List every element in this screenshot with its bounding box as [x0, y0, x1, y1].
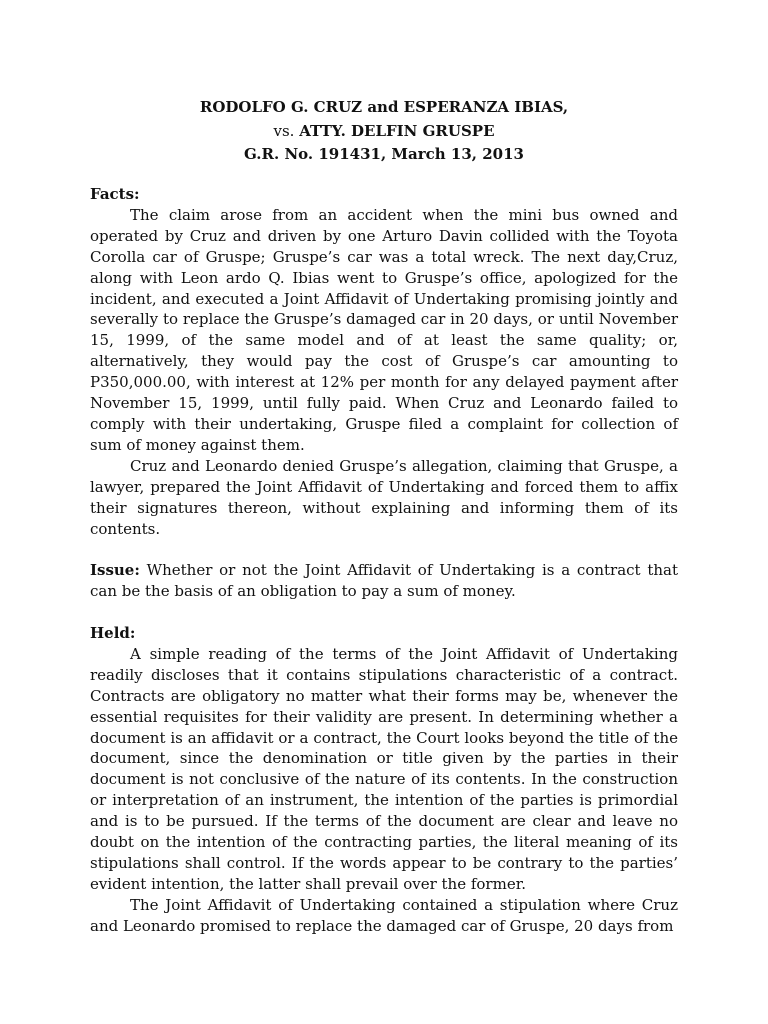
versus-prefix: vs. [273, 121, 295, 140]
issue-section [90, 560, 678, 602]
case-parties: RODOLFO G. CRUZ and ESPERANZA IBIAS, [199, 98, 569, 116]
facts-paragraph-1: The claim arose from an accident when the mini bus owned and operated by Cruz and driven by one Arturo Davin collided with the Toyota Corolla car of Gruspe; Gruspe’s car was a total wreck. The next day,Cruz, along with Leon ardo Q. Ibias went to Gruspe’s office, apologized for the incident, and executed a Joint Affidavit of Undertaking promising jointly and severally to replace the Gruspe’s damaged car in 20 days, or until November 15, 1999, of the same model and of at least the same quality; or, alternatively, they would pay the cost of Gruspe’s car amounting to P350,000.00, with interest at 12% per month for any delayed payment after November 15, 1999, until fully paid. When Cruz and Leonardo failed to comply with their undertaking, Gruspe filed a complaint for collection of sum of money against them. [90, 205, 678, 454]
facts-paragraph-2: Cruz and Leonardo denied Gruspe’s allegation, claiming that Gruspe, a lawyer, prepared the Joint Affidavit of Undertaking and forced them to affix their signatures thereon, without explaining and informing them of its contents. [90, 456, 678, 538]
facts-heading: Facts: [90, 185, 140, 203]
case-citation: G.R. No. 191431, March 13, 2013 [244, 145, 524, 163]
held-heading: Held: [90, 624, 136, 642]
document-body [90, 184, 678, 937]
issue-heading: Issue: [90, 561, 140, 580]
case-respondent: ATTY. DELFIN GRUSPE [299, 121, 495, 140]
section-spacer [90, 602, 678, 623]
case-header [0, 96, 768, 167]
case-versus-line [0, 120, 768, 144]
held-paragraph-2: The Joint Affidavit of Undertaking contained a stipulation where Cruz and Leonardo promised to replace the damaged car of Gruspe, 20 days from [90, 895, 678, 935]
issue-text: Whether or not the Joint Affidavit of Undertaking is a contract that can be the basis of an obligation to pay a sum of money. [90, 561, 678, 601]
held-paragraph-1: A simple reading of the terms of the Joint Affidavit of Undertaking readily discloses that it contains stipulations characteristic of a contract. Contracts are obligatory no matter what their forms may be, whenever the essential requisites for their validity are present. In determining whether a document is an affidavit or a contract, the Court looks beyond the title of the document, since the denomination or title given by the parties in their document is not conclusive of the nature of its contents. In the construction or interpretation of an instrument, the intention of the parties is primordial and is to be pursued. If the terms of the document are clear and leave no doubt on the intention of the contracting parties, the literal meaning of its stipulations shall control. If the words appear to be contrary to the parties’ evident intention, the latter shall prevail over the former. [90, 644, 678, 893]
section-spacer [90, 539, 678, 560]
